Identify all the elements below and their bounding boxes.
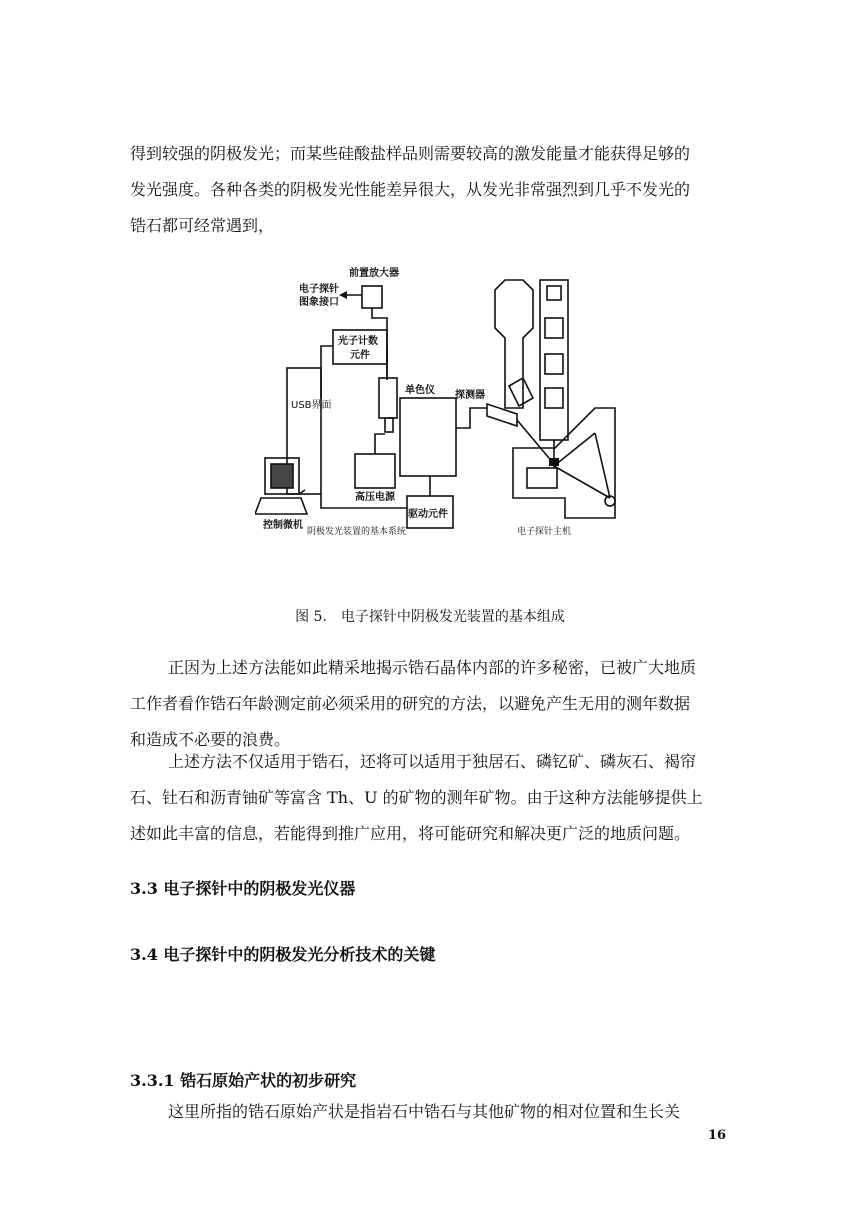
label-host: 电子探针主机 xyxy=(517,527,572,537)
label-monochromator: 单色仪 xyxy=(405,385,435,396)
text-line: 和造成不必要的浪费。 xyxy=(130,730,291,749)
text-line: 述如此丰富的信息，若能得到推广应用，将可能研究和解决更广泛的地质问题。 xyxy=(130,824,691,843)
label-ep-interface: 电子探针 xyxy=(299,284,339,295)
probe-column xyxy=(495,280,533,408)
text-line: 锆石都可经常遇到， xyxy=(130,216,275,235)
subsection-heading: 3.3.1 锆石原始产状的初步研究 xyxy=(130,1071,357,1090)
monochromator-tube xyxy=(379,378,397,418)
text-line: 这里所指的锆石原始产状是指岩石中锆石与其他矿物的相对位置和生长关 xyxy=(168,1102,681,1121)
cathodoluminescence-diagram xyxy=(255,258,635,548)
intro-paragraph xyxy=(130,136,742,244)
section-heading: 3.4 电子探针中的阴极发光分析技术的关键 xyxy=(130,945,436,964)
label-computer: 控制微机 xyxy=(263,520,303,531)
text-line: 石、钍石和沥青铀矿等富含 Th、U 的矿物的测年矿物。由于这种方法能够提供上 xyxy=(130,788,703,807)
label-usb: USB界面 xyxy=(291,400,332,411)
text-line: 工作者看作锆石年龄测定前必须采用的研究的方法，以避免产生无用的测年数据 xyxy=(130,694,691,713)
label-photon-counter: 元件 xyxy=(350,350,370,361)
paragraph xyxy=(130,1094,742,1130)
preamp-box xyxy=(362,286,382,308)
label-ep-interface: 图象接口 xyxy=(299,297,339,308)
label-photon-counter: 光子计数 xyxy=(338,336,378,347)
probe-chamber xyxy=(513,408,615,518)
label-preamp: 前置放大器 xyxy=(349,268,399,279)
figure-caption: 图 5. 电子探针中阴极发光装置的基本组成 xyxy=(295,609,565,625)
section-heading: 3.3 电子探针中的阴极发光仪器 xyxy=(130,879,356,898)
text-line: 得到较强的阴极发光；而某些硅酸盐样品则需要较高的激发能量才能获得足够的 xyxy=(130,144,691,163)
label-driver: 驱动元件 xyxy=(408,509,448,520)
hv-power-box xyxy=(355,454,395,488)
text-line: 正因为上述方法能如此精采地揭示锆石晶体内部的许多秘密，已被广大地质 xyxy=(168,658,697,677)
label-system: 阴极发光装置的基本系统 xyxy=(307,527,407,537)
label-hv-power: 高压电源 xyxy=(355,492,395,503)
paragraph xyxy=(130,744,742,852)
page-number: 16 xyxy=(708,1128,727,1143)
text-line: 发光强度。各种各类的阴极发光性能差异很大，从发光非常强烈到几乎不发光的 xyxy=(130,180,691,199)
monochromator-box xyxy=(400,398,456,476)
label-detector: 探测器 xyxy=(455,390,485,401)
text-line: 上述方法不仅适用于锆石，还将可以适用于独居石、磷钇矿、磷灰石、褐帘 xyxy=(168,752,697,771)
paragraph xyxy=(130,650,742,758)
